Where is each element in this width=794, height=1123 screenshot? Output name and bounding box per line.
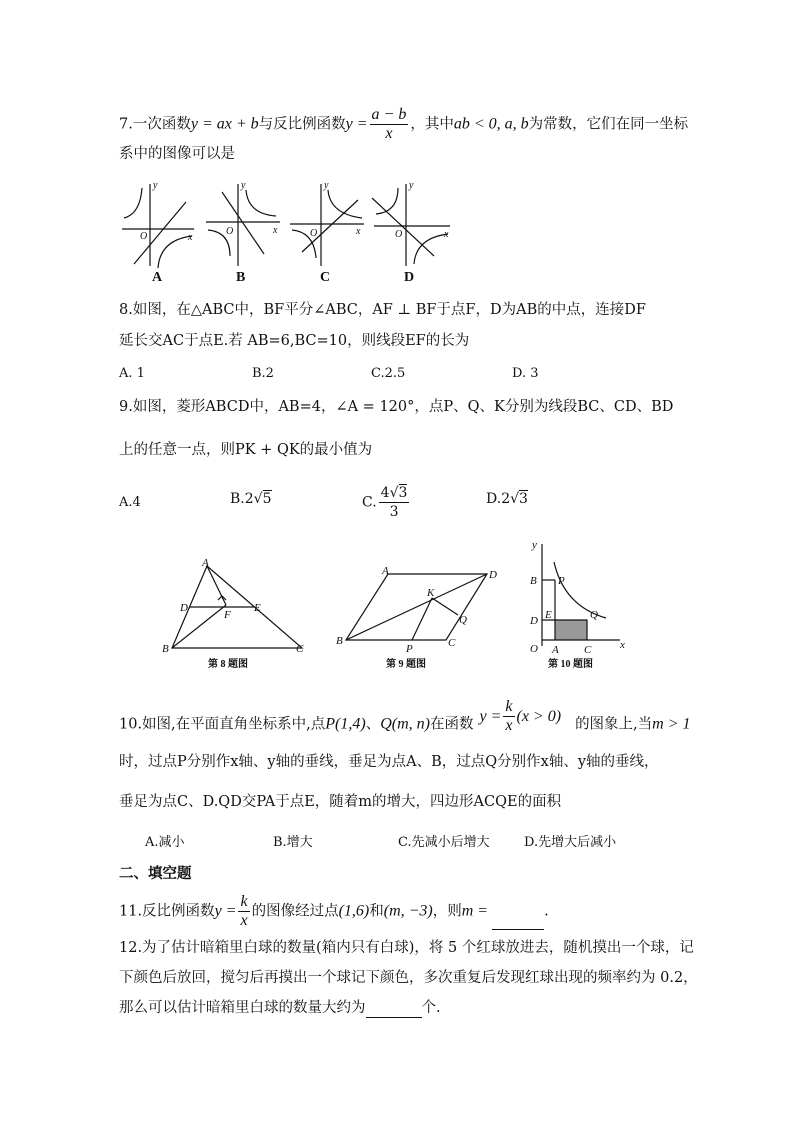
graph-label-a: A (152, 270, 163, 285)
fig9-caption: 第 9 题图 (386, 659, 426, 670)
q9-line2: 上的任意一点，则PK + QK的最小值为 (119, 442, 373, 458)
fig9-q: Q (459, 614, 467, 626)
q8-line2: 延长交AC于点E.若 AB=6,BC=10，则线段EF的长为 (119, 333, 470, 349)
q10-option-b: B.增大 (273, 835, 313, 850)
q9-option-d: D.2√3 (486, 491, 528, 507)
q7-line2: 系中的图像可以是 (119, 146, 235, 162)
q7-inverse-lhs: y = (345, 115, 368, 133)
q10-line1: 10.如图,在平面直角坐标系中,点P(1,4)、Q(m, n)在函数 y = $\frac{k}{x}$ (x > 0) 的图象上,当m > 1 (119, 698, 691, 734)
graph-label-b: B (236, 270, 246, 285)
graph-C (290, 184, 364, 266)
fig10-a: A (552, 644, 559, 656)
q12-line2: 下颜色后放回，搅匀后再摸出一个球记下颜色，多次重复后发现红球出现的频率约为 0.2， (119, 970, 698, 986)
figure-8 (172, 566, 302, 648)
q10-option-a: A.减小 (145, 835, 185, 850)
fig8-f: F (224, 609, 231, 621)
fig9-c: C (448, 637, 456, 649)
fig10-d: D (530, 615, 538, 627)
q8-line1: 8.如图，在△ABC中，BF平分∠ABC，AF ⊥ BF于点F，D为AB的中点，连接DF (119, 302, 646, 318)
q8-option-c: C.2.5 (371, 366, 406, 381)
fig10-caption: 第 10 题图 (548, 659, 593, 670)
graph-label-d: D (404, 270, 415, 285)
fig8-c: C (296, 643, 304, 655)
graph-B (206, 184, 280, 266)
q11-answer-blank[interactable] (492, 915, 544, 930)
fig9-p: P (406, 643, 413, 655)
fig8-a: A (202, 557, 209, 569)
q7-line1: 7.一次函数y = ax + b与反比例函数y = $\frac{a - b}{x}$ ，其中ab < 0, a, b为常数，它们在同一坐标 (119, 106, 689, 142)
q7-linear-fn: y = ax + b (190, 115, 259, 133)
graph-A-y: y (153, 180, 158, 191)
figures-row (150, 536, 640, 676)
fig10-c: C (584, 644, 592, 656)
graph-B-x: x (273, 225, 278, 236)
graph-A-x: x (188, 232, 193, 243)
section-fill-in-heading: 二、填空题 (119, 866, 192, 882)
fig10-b: B (530, 575, 537, 587)
q7-graphs (118, 178, 458, 288)
graph-D-x: x (444, 229, 449, 240)
q8-option-d: D. 3 (512, 366, 539, 381)
fig8-b: B (162, 643, 169, 655)
fig8-d: D (180, 602, 188, 614)
q10-line3: 垂足为点C、D.QD交PA于点E，随着m的增大，四边形ACQE的面积 (119, 794, 562, 810)
graph-B-y: y (241, 180, 246, 191)
q7-inverse-fraction: $\frac{a - b}{x}$ (371, 106, 407, 142)
q10-option-d: D.先增大后减小 (524, 835, 617, 850)
q9-option-c: C. $\frac{4√3}{3}$ (362, 485, 408, 520)
fig9-k: K (427, 587, 435, 599)
q8-option-b: B.2 (252, 366, 274, 381)
figure-9 (346, 574, 487, 640)
q12-line3: 那么可以估计暗箱里白球的数量大约为 个. (119, 1000, 441, 1016)
fig8-caption: 第 8 题图 (208, 659, 248, 670)
q12-line1: 12.为了估计暗箱里白球的数量(箱内只有白球)，将 5 个红球放进去，随机摸出一个球，记 (119, 940, 694, 956)
graph-A-o: O (140, 231, 148, 242)
q12-answer-blank[interactable] (366, 1003, 422, 1018)
fig9-b: B (336, 635, 343, 647)
q7-condition: ab < 0, a, b (453, 115, 529, 133)
fig8-e: E (254, 602, 261, 614)
q9-option-b: B.2√5 (230, 491, 272, 507)
graph-C-o: O (310, 228, 318, 239)
fig10-y: y (532, 539, 537, 551)
fig10-p: P (558, 575, 565, 587)
fig10-e: E (545, 609, 552, 621)
q11-line: 11.反比例函数y = $\frac{k}{x}$ 的图像经过点(1,6)和(m, −3)，则m = . (119, 893, 549, 929)
graph-C-x: x (356, 226, 361, 237)
q9-option-a: A.4 (119, 495, 141, 510)
fig10-o: O (530, 643, 538, 655)
fig10-q: Q (590, 609, 598, 621)
q9-line1: 9.如图，菱形ABCD中，AB=4，∠A = 120°，点P、Q、K分别为线段BC、CD、BD (119, 399, 674, 415)
q10-line2: 时，过点P分别作x轴、y轴的垂线，垂足为点A、B，过点Q分别作x轴、y轴的垂线， (119, 754, 659, 770)
graph-D-o: O (395, 229, 403, 240)
fig9-a: A (382, 565, 389, 577)
fig10-x: x (620, 639, 625, 651)
q8-option-a: A. 1 (119, 366, 145, 381)
graph-D-y: y (409, 180, 414, 191)
fig9-d: D (489, 569, 497, 581)
graph-B-o: O (226, 226, 234, 237)
graph-label-c: C (320, 270, 331, 285)
graph-C-y: y (324, 180, 329, 191)
q10-option-c: C.先减小后增大 (398, 835, 490, 850)
fig10-shaded-region (555, 620, 587, 640)
graph-A (122, 184, 194, 268)
graph-D (372, 184, 450, 266)
